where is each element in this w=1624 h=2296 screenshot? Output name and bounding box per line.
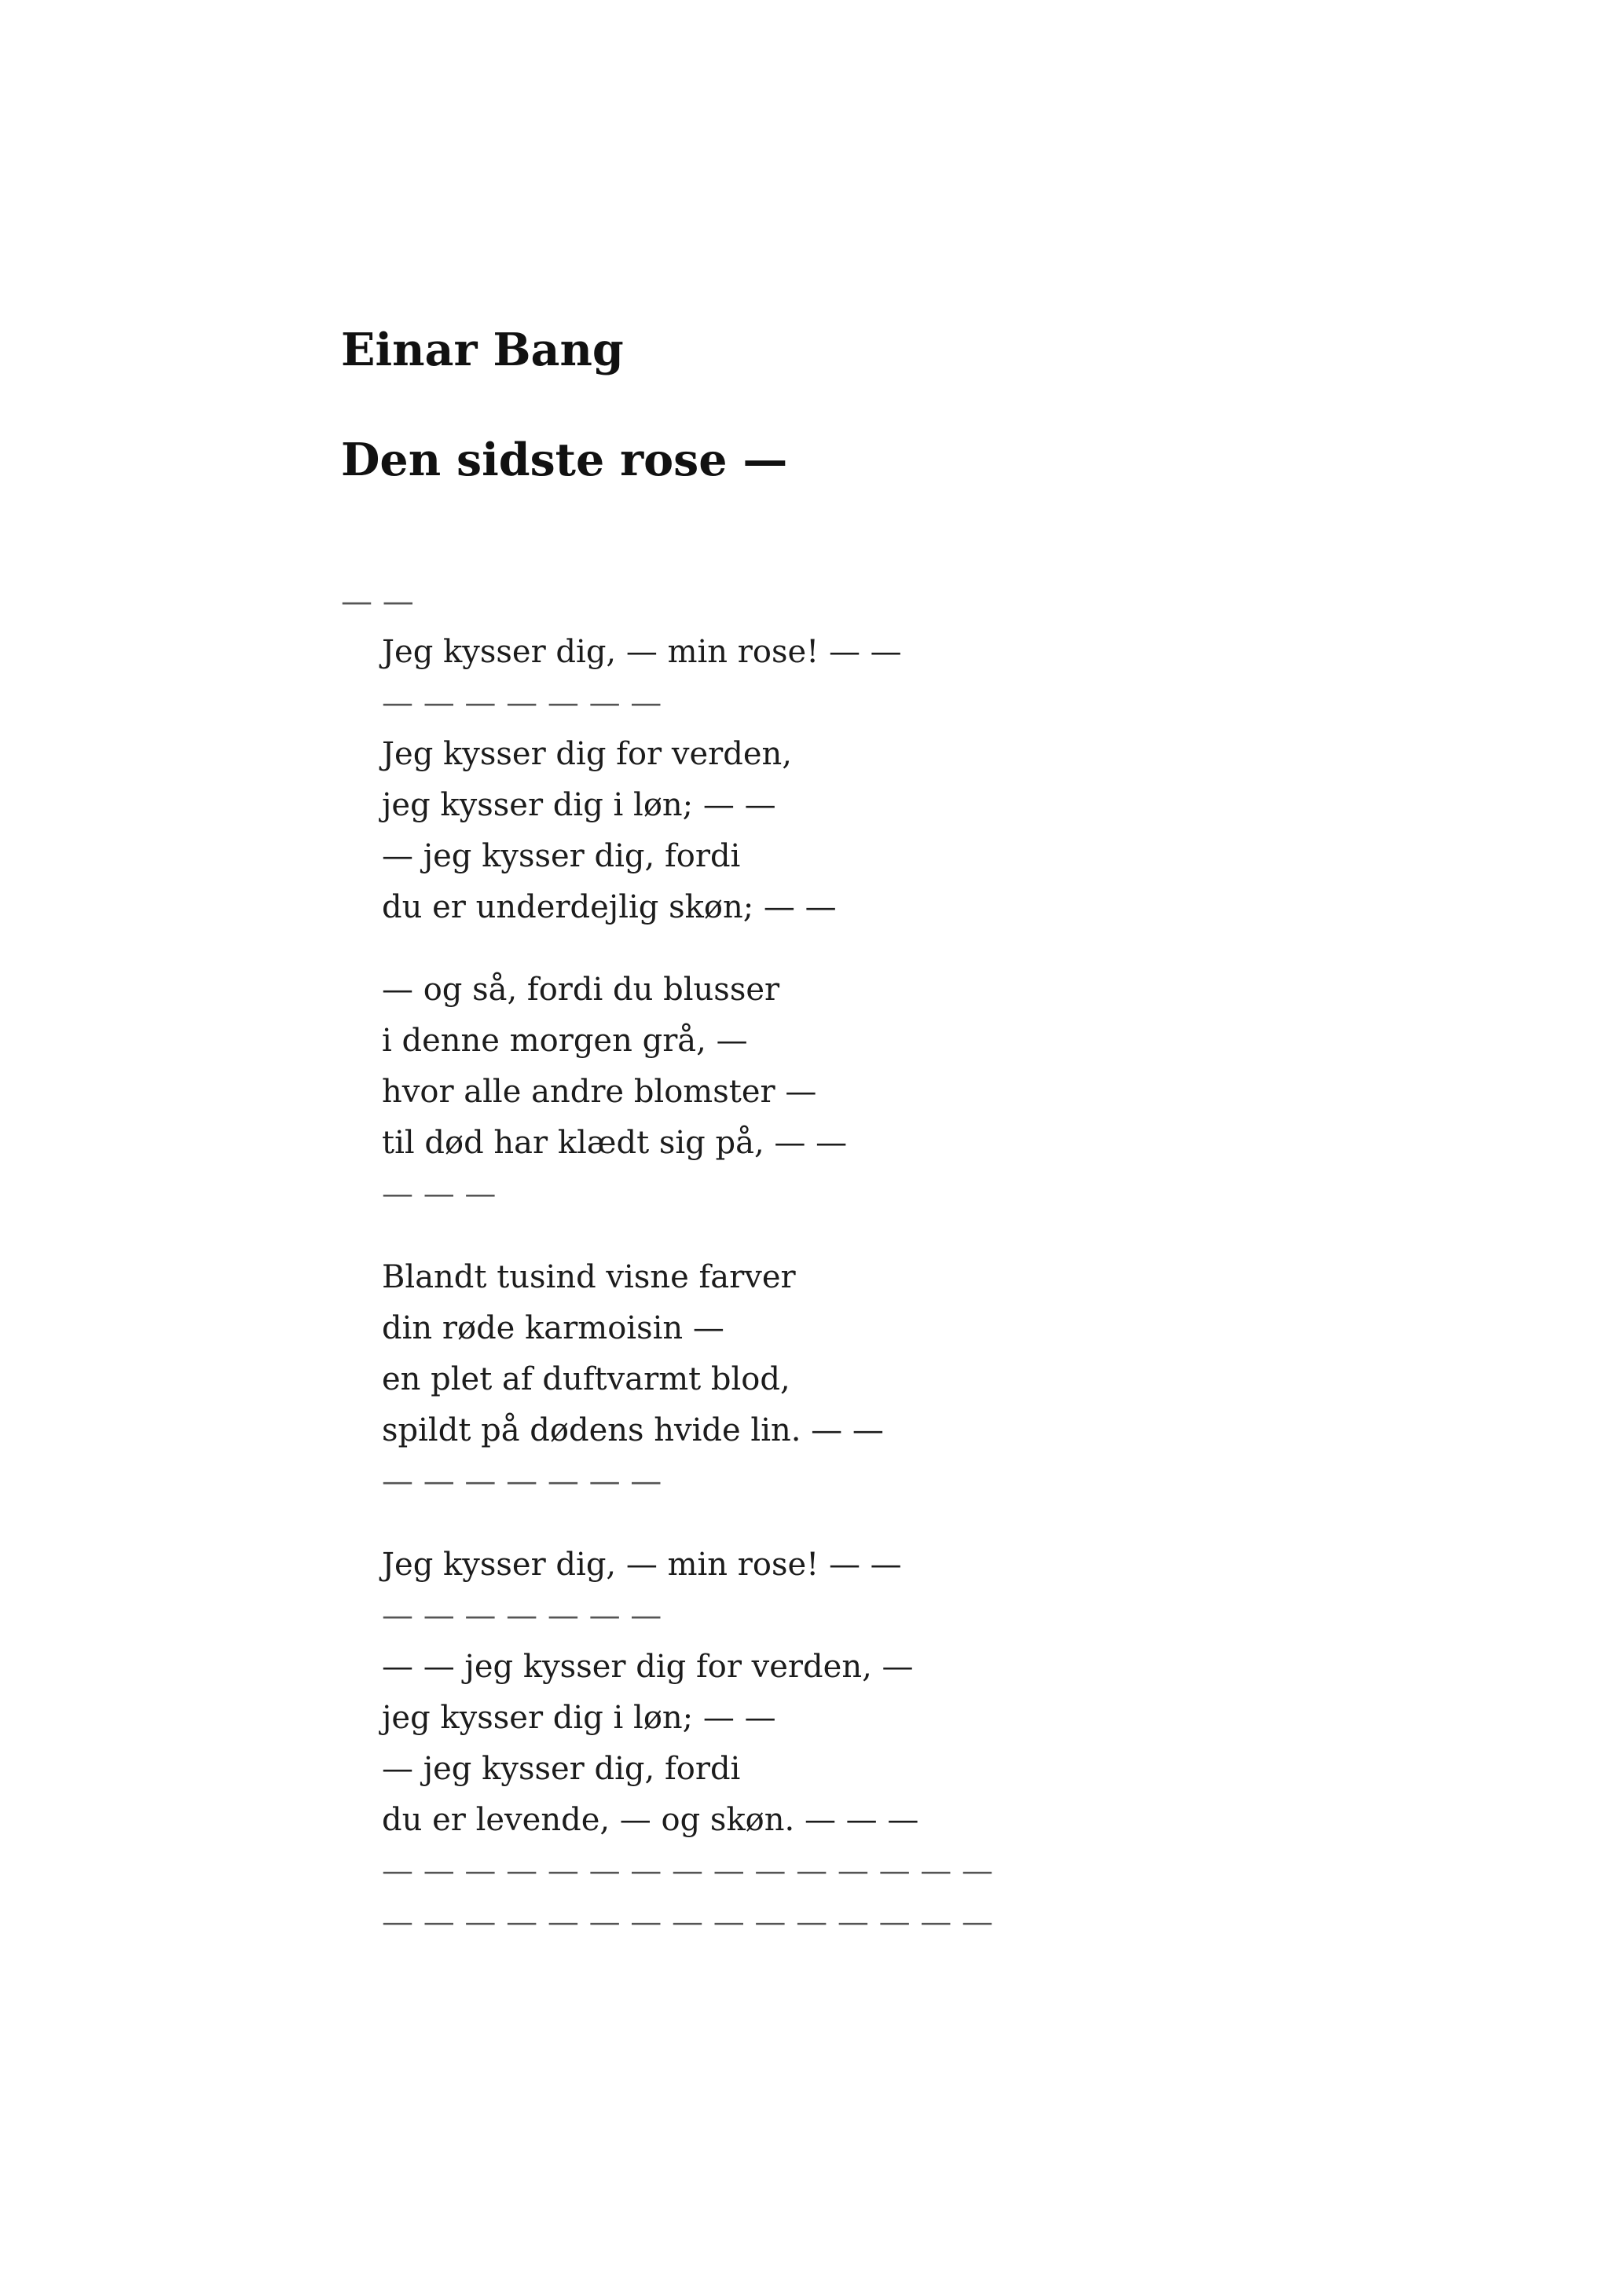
poem-line: en plet af duftvarmt blod, — [382, 1361, 790, 1397]
poem-line: Jeg kysser dig, — min rose! — — — [382, 634, 902, 670]
poem-line: — — jeg kysser dig for verden, — — [382, 1649, 914, 1685]
poem-line: Jeg kysser dig for verden, — [382, 736, 793, 772]
poem-line: jeg kysser dig i løn; — — — [382, 1700, 776, 1736]
poem-line: i denne morgen grå, — — [382, 1023, 748, 1059]
poem-line: til død har klædt sig på, — — — [382, 1125, 848, 1161]
poem-line: Jeg kysser dig, — min rose! — — — [382, 1547, 902, 1583]
poem-line: spildt på dødens hvide lin. — — — [382, 1412, 884, 1448]
poem-line: — — — — — — — — — — — — — — — — [382, 1853, 994, 1889]
lead-dashes: — — — [341, 584, 414, 620]
poem-line: du er underdejlig skøn; — — — [382, 889, 837, 925]
poem-line: — jeg kysser dig, fordi — [382, 1751, 741, 1787]
poem-line: — — — — — — — — [382, 685, 662, 721]
poem-line: din røde karmoisin — — [382, 1310, 724, 1346]
author-heading: Einar Bang — [341, 324, 624, 376]
poem-line: Blandt tusind visne farver — [382, 1259, 796, 1295]
poem-line: — jeg kysser dig, fordi — [382, 838, 741, 874]
poem-line: — — — — — — — — [382, 1598, 662, 1634]
poem-line: hvor alle andre blomster — — [382, 1074, 817, 1110]
poem-title: Den sidste rose — — [341, 434, 788, 486]
poem-line: — — — — — — — — [382, 1463, 662, 1500]
poem-line: — — — — — — — — — — — — — — — — [382, 1904, 994, 1940]
poem-line: — og så, fordi du blusser — [382, 972, 780, 1008]
poem-line: du er levende, — og skøn. — — — — [382, 1802, 919, 1838]
poem-line: — — — — [382, 1176, 497, 1212]
poem-line: jeg kysser dig i løn; — — — [382, 787, 776, 823]
